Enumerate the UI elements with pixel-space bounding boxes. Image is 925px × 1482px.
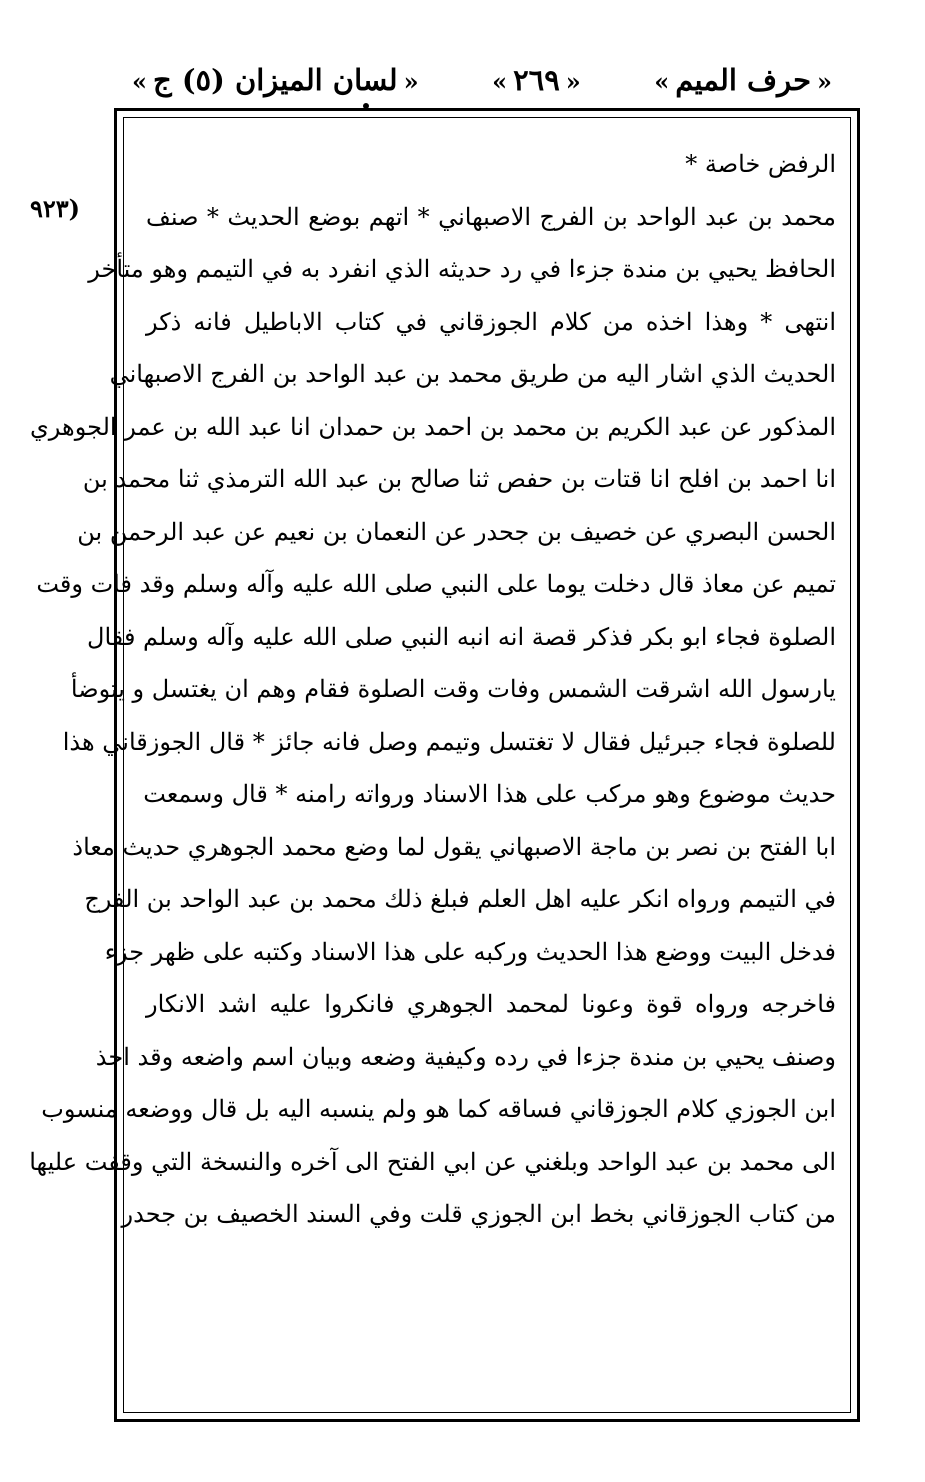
text-line: الصلوة فجاء ابو بكر فذكر قصة انه انبه النبي صلى الله عليه وآله وسلم فقال: [87, 622, 836, 651]
text-line: للصلوة فجاء جبرئيل فقال لا تغتسل وتيمم وصل فانه جائز * قال الجوزقاني هذا: [62, 727, 836, 756]
text-line: المذكور عن عبد الكريم بن محمد بن احمد بن حمدان انا عبد الله بن عمر الجوهري: [30, 412, 836, 441]
page-header: [132, 52, 832, 108]
entry-number: ٩٢٣): [30, 194, 81, 223]
text-line: ابا الفتح بن نصر بن ماجة الاصبهاني يقول لما وضع محمد الجوهري حديث معاذ: [72, 832, 836, 861]
text-line: فاخرجه ورواه قوة وعونا لمحمد الجوهري فانكروا عليه اشد الانكار: [146, 990, 836, 1018]
text-line: الحسن البصري عن خصيف بن جحدر عن النعمان بن نعيم عن عبد الرحمن بن: [77, 517, 836, 546]
text-line: فدخل البيت ووضع هذا الحديث وركبه على هذا الاسناد وكتبه على ظهر جزء: [104, 937, 836, 966]
text-line: من كتاب الجوزقاني بخط ابن الجوزي قلت وفي السند الخصيف بن جحدر: [121, 1200, 836, 1228]
text-line: الرفض خاصة *: [685, 150, 836, 178]
text-line: تميم عن معاذ قال دخلت يوما على النبي صلى الله عليه وآله وسلم وقد فات وقت: [36, 570, 836, 598]
text-line: حديث موضوع وهو مركب على هذا الاسناد ورواته رامنه * قال وسمعت: [143, 780, 836, 808]
text-line: في التيمم ورواه انكر عليه اهل العلم فبلغ ذلك محمد بن عبد الواحد بن الفرج: [84, 885, 836, 913]
book-title: « لسان الميزان (٥) ج »: [132, 63, 419, 97]
ornament-dot: [363, 103, 369, 109]
text-line: الحافظ يحيي بن مندة جزءا في رد حديثه الذي انفرد به في التيمم وهو متأخر: [88, 255, 836, 283]
text-line: الى محمد بن عبد الواحد وبلغني عن ابي الفتح الى آخره والنسخة التي وقفت عليها: [29, 1147, 836, 1176]
text-line: محمد بن عبد الواحد بن الفرج الاصبهاني * اتهم بوضع الحديث * صنف: [146, 202, 836, 231]
text-line: ابن الجوزي كلام الجوزقاني فساقه كما هو ولم ينسبه اليه بل قال ووضعه منسوب: [41, 1095, 836, 1123]
text-line: الحديث الذي اشار اليه من طريق محمد بن عبد الواحد بن الفرج الاصبهاني: [109, 360, 836, 388]
text-line: انا احمد بن افلح انا قتات بن حفص ثنا صالح بن عبد الله الترمذي ثنا محمد بن: [82, 465, 836, 493]
text-line: وصنف يحيي بن مندة جزءا في رده وكيفية وضعه وبيان اسم واضعه وقد اخذ: [95, 1042, 836, 1071]
text-line: يارسول الله اشرقت الشمس وفات وقت الصلوة فقام وهم ان يغتسل و يتوضأ: [70, 675, 836, 703]
chapter-title: « حرف الميم »: [654, 63, 832, 97]
page-number: « ٢٦٩ »: [492, 63, 581, 97]
text-line: انتهى * وهذا اخذه من كلام الجوزقاني في كتاب الاباطيل فانه ذكر: [146, 307, 836, 336]
